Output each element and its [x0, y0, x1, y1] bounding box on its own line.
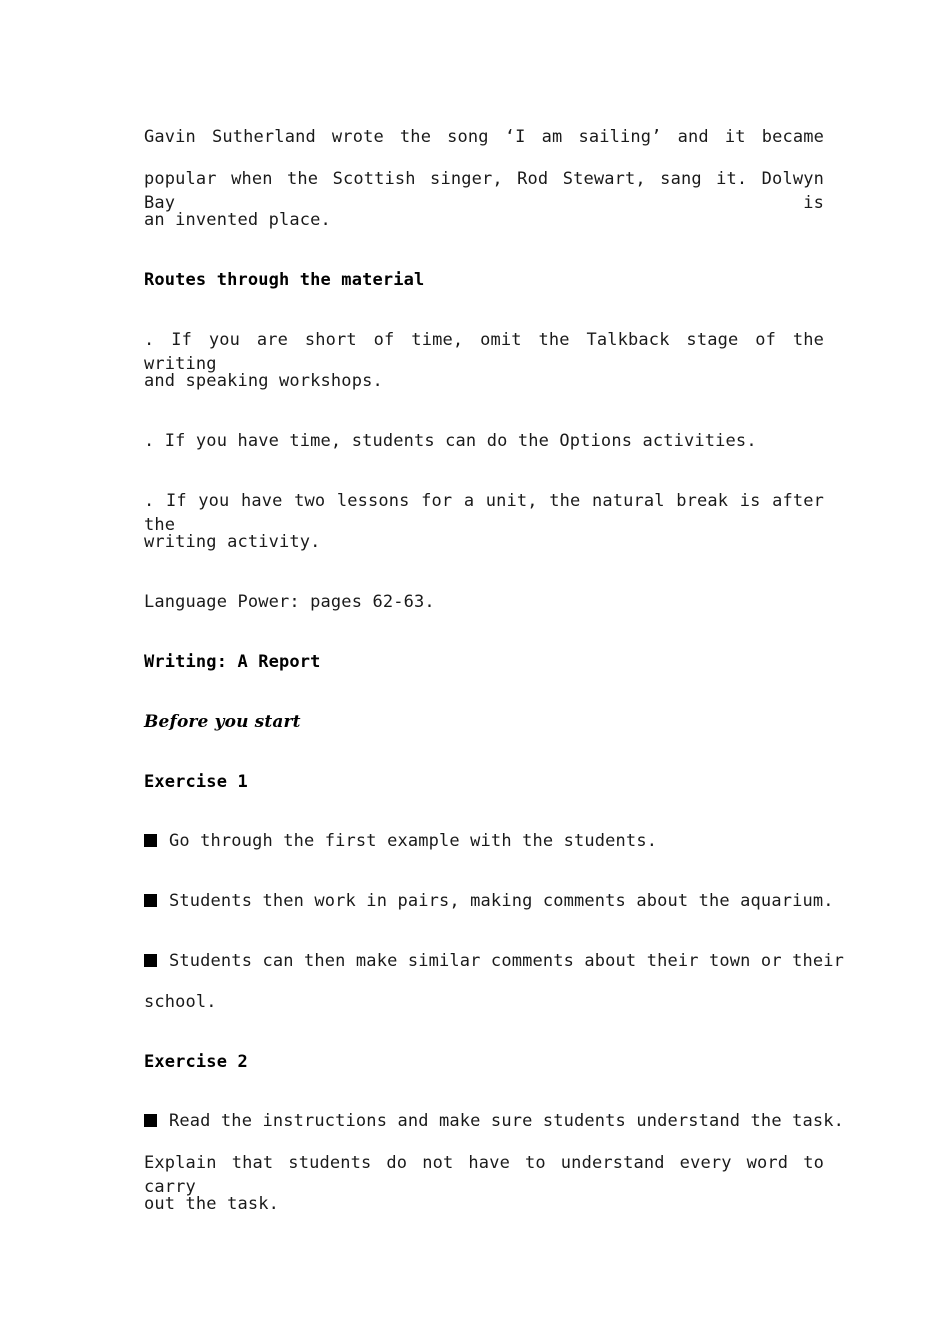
- bullet-square-icon: [144, 834, 157, 847]
- intro-line-2: popular when the Scottish singer, Rod Stewart, sang it. Dolwyn Bay is: [144, 169, 824, 213]
- exercise-2-bullet-1-line-3: out the task.: [144, 1194, 280, 1214]
- bullet-square-icon: [144, 954, 157, 967]
- exercise-1-heading: Exercise 1: [144, 772, 248, 792]
- routes-item-3-line-2: writing activity.: [144, 532, 321, 552]
- exercise-2-bullet-1-line-2: Explain that students do not have to understand every word to carry: [144, 1153, 824, 1197]
- routes-heading: Routes through the material: [144, 270, 425, 290]
- exercise-2-bullet-1: [144, 1109, 845, 1133]
- bullet-text: Read the instructions and make sure students understand the task.: [169, 1111, 845, 1131]
- exercise-1-bullet-1: [144, 829, 824, 853]
- writing-heading: Writing: A Report: [144, 652, 321, 672]
- language-power-ref: Language Power: pages 62-63.: [144, 592, 435, 612]
- routes-item-2: . If you have time, students can do the Options activities.: [144, 431, 757, 451]
- bullet-text: Go through the first example with the students.: [169, 831, 658, 851]
- intro-line-3: an invented place.: [144, 210, 331, 230]
- routes-item-1-line-1: . If you are short of time, omit the Talkback stage of the writing: [144, 330, 824, 374]
- exercise-2-heading: Exercise 2: [144, 1052, 248, 1072]
- routes-item-3-line-1: . If you have two lessons for a unit, the natural break is after the: [144, 491, 824, 535]
- bullet-square-icon: [144, 894, 157, 907]
- routes-item-1-line-2: and speaking workshops.: [144, 371, 383, 391]
- exercise-1-bullet-3: [144, 949, 845, 973]
- exercise-1-bullet-2: [144, 889, 834, 913]
- before-you-start-heading: Before you start: [144, 712, 301, 732]
- bullet-text: Students can then make similar comments about their town or their: [169, 951, 845, 971]
- bullet-square-icon: [144, 1114, 157, 1127]
- exercise-1-bullet-3-cont: school.: [144, 992, 217, 1012]
- intro-line-1: Gavin Sutherland wrote the song ‘I am sailing’ and it became: [144, 127, 824, 147]
- bullet-text: Students then work in pairs, making comments about the aquarium.: [169, 891, 834, 911]
